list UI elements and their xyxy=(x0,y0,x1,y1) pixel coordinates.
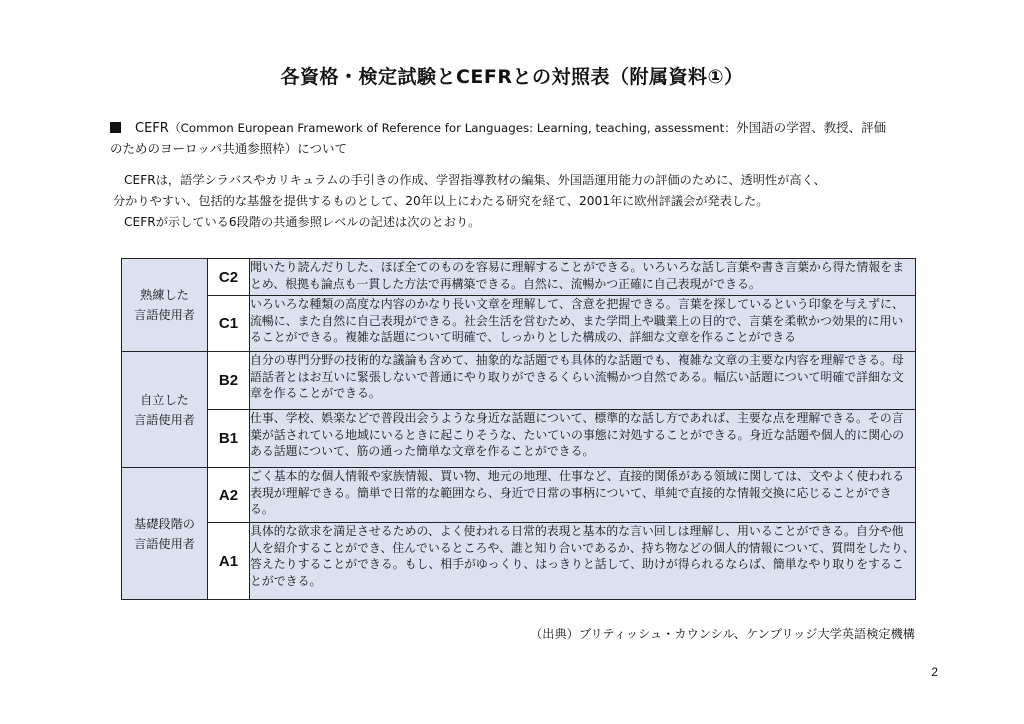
group-label-line2: 言語使用者 xyxy=(134,308,195,322)
level-description: 仕事、学校、娯楽などで普段出会うような身近な話題について、標準的な話し方であれば、主要な点を理解できる。その言葉が話されている地域にいるときに起こりそうな、たいていの事態に対処することができる。身近な話題や個人的に関心のある話題について、筋の通った簡単な文章を作ることができる。 xyxy=(250,410,916,468)
level-code: B2 xyxy=(208,352,250,410)
level-description: 具体的な欲求を満足させるための、よく使われる日常的表現と基本的な言い回しは理解し、用いることができる。自分や他人を紹介することができ、住んでいるところや、誰と知り合いであるか、持ち物などの個人的情報について、質問をしたり、答えたりすることができる。もし、相手がゆっくり、はっきりと話して、助けが得られるならば、簡単なやり取りをすることができる。 xyxy=(250,523,916,600)
heading-english: （Common European Framework of Reference for Languages: Learning, teaching, assessment： xyxy=(168,121,737,135)
level-description: 自分の専門分野の技術的な議論も含めて、抽象的な話題でも具体的な話題でも、複雑な文章の主要な内容を理解できる。母語話者とはお互いに緊張しないで普通にやり取りができるくらい流暢かつ自然である。幅広い話題について明確で詳細な文章を作ることができる。 xyxy=(250,352,916,410)
cefr-levels-table xyxy=(121,258,916,600)
square-bullet-icon xyxy=(110,122,121,133)
group-label-line2: 言語使用者 xyxy=(134,536,195,551)
group-basic xyxy=(122,468,208,600)
level-code: B1 xyxy=(208,410,250,468)
table-row xyxy=(122,523,916,600)
level-description: 聞いたり読んだりした、ほぼ全てのものを容易に理解することができる。いろいろな話し言葉や書き言葉から得た情報をまとめ、根拠も論点も一貫した方法で再構築できる。自然に、流暢かつ正確に自己表現ができる。 xyxy=(250,259,916,296)
intro-line-1: CEFRは，語学シラバスやカリキュラムの手引きの作成、学習指導教材の編集、外国語運用能力の評価のために、透明性が高く、 xyxy=(124,173,826,187)
source-citation: （出典）ブリティッシュ・カウンシル、ケンブリッジ大学英語検定機構 xyxy=(530,627,915,641)
level-code: C2 xyxy=(208,259,250,296)
table-row xyxy=(122,410,916,468)
intro-paragraph xyxy=(113,170,924,233)
table-row xyxy=(122,259,916,296)
level-code: C1 xyxy=(208,296,250,352)
level-code: A2 xyxy=(208,468,250,523)
intro-line-2: 分かりやすい、包括的な基盤を提供するものとして、20年以上にわたる研究を経て、2001年に欧州評議会が発表した。 xyxy=(113,194,769,208)
intro-line-3: CEFRが示している6段階の共通参照レベルの記述は次のとおり。 xyxy=(124,215,481,229)
heading-abbr: CEFR xyxy=(135,121,169,136)
page-title: 各資格・検定試験とCEFRとの対照表（附属資料①） xyxy=(280,66,744,88)
heading-japanese-1: 外国語の学習、教授、評価 xyxy=(736,120,887,135)
group-label-line1: 自立した xyxy=(140,392,189,407)
table-row xyxy=(122,352,916,410)
level-code: A1 xyxy=(208,523,250,600)
table-row xyxy=(122,296,916,352)
group-label-line2: 言語使用者 xyxy=(134,412,195,427)
heading-japanese-2: のためのヨーロッパ共通参照枠）について xyxy=(110,141,348,156)
level-description: いろいろな種類の高度な内容のかなり長い文章を理解して、含意を把握できる。言葉を探しているという印象を与えずに、流暢に、また自然に自己表現ができる。社会生活を営むため、また学問上や職業上の目的で、言葉を柔軟かつ効果的に用いることができる。複雑な話題について明確で、しっかりとした構成の、詳細な文章を作ることができる xyxy=(250,296,916,352)
group-label-line1: 熟練した xyxy=(140,288,189,302)
cefr-heading xyxy=(110,118,930,159)
group-proficient xyxy=(122,259,208,352)
group-label-line1: 基礎段階の xyxy=(134,516,195,531)
level-description: ごく基本的な個人情報や家族情報、買い物、地元の地理、仕事など、直接的関係がある領域に関しては、文やよく使われる表現が理解できる。簡単で日常的な範囲なら、身近で日常の事柄について、単純で直接的な情報交換に応じることができる。 xyxy=(250,468,916,523)
page-number: 2 xyxy=(931,665,938,679)
table-row xyxy=(122,468,916,523)
group-independent xyxy=(122,352,208,468)
